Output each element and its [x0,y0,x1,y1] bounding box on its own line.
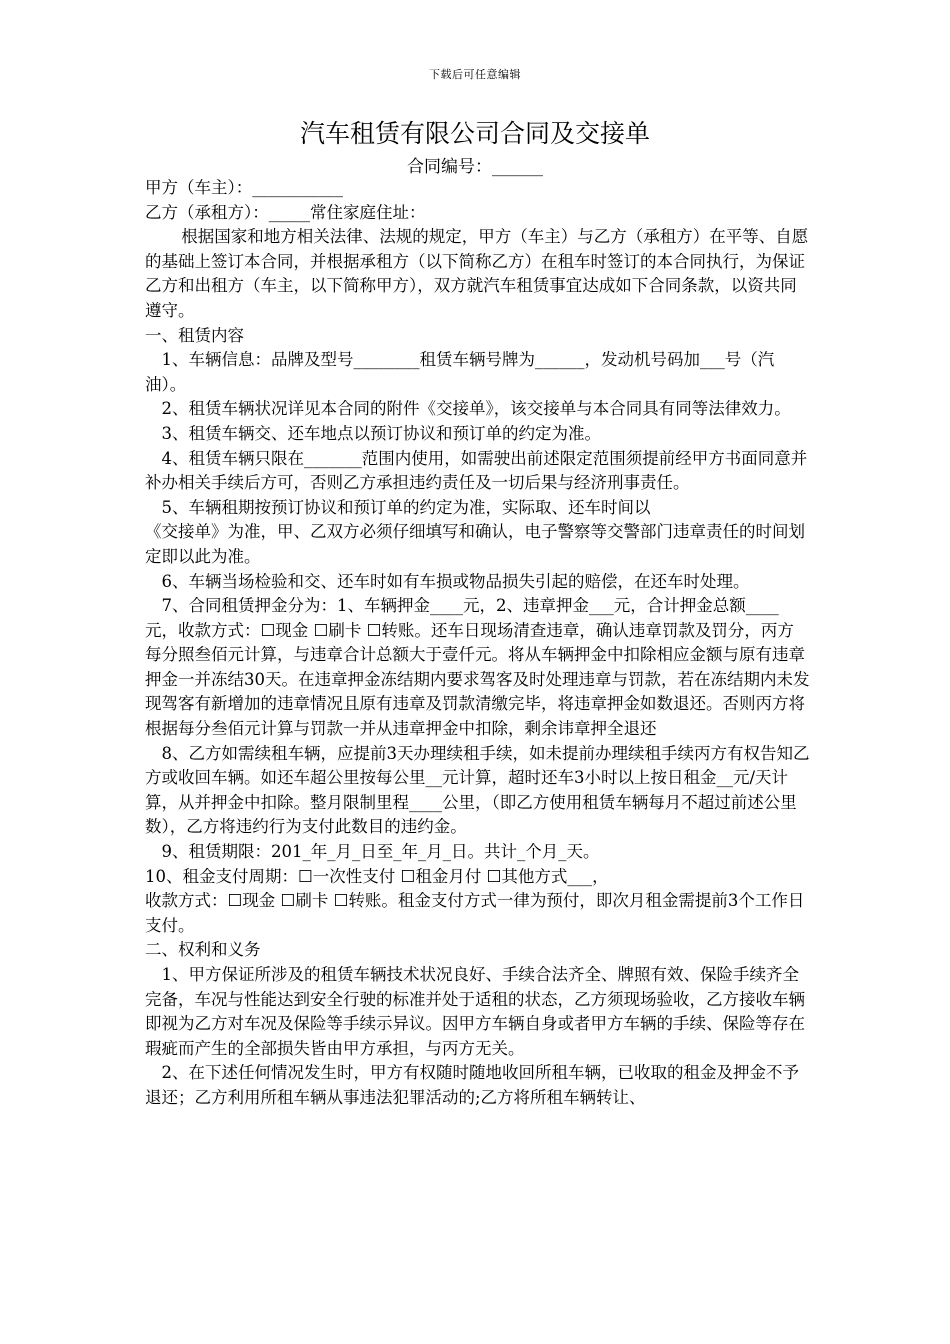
document-body [145,176,810,1111]
section-heading-lease-content: 一、租赁内容 [145,325,244,345]
party-a-line: 甲方（车主）：___________ [145,178,343,197]
clause-1-6: 6、车辆当场检验和交、还车时如有车损或物品损失引起的赔偿，在还车时处理。 [161,571,750,591]
contract-number: 合同编号：______ [407,157,543,177]
clause-1-9: 9、租赁期限：201_年_月_日至_年_月_日。共计_个月_天。 [161,842,600,862]
clause-1-10-payment: 收款方式：☐现金 ☐刷卡 ☐转账。租金支付方式一律为预付，即次月租金需提前3个工作日支付。 [145,891,805,935]
clause-1-5: 5、车辆租期按预订协议和预订单的约定为准，实际取、还车时间以 [161,497,651,517]
document-title: 汽车租赁有限公司合同及交接单 [299,119,650,148]
clause-2-2: 2、在下述任何情况发生时，甲方有权随时随地收回所租车辆，已收取的租金及押金不予退还；乙方利用所租车辆从事违法犯罪活动的;乙方将所租车辆转让、 [145,1063,799,1107]
section-heading-rights-obligations: 二、权利和义务 [145,940,261,960]
clause-1-5-continued: 《交接单》为准，甲、乙双方必须仔细填写和确认，电子警察等交警部门违章责任的时间划定即以此为准。 [145,522,805,566]
clause-1-8: 8、乙方如需续租车辆，应提前3天办理续租手续，如未提前办理续租手续丙方有权告知乙方或收回车辆。如还车超公里按每公里__元计算，超时还车3小时以上按日租金__元/天计算，从并押金中扣除。整月限制里程____公里，（即乙方使用租赁车辆每月不超过前述公里数），乙方将违约行为支付此数目的违约金。 [145,743,810,837]
clause-1-4: 4、租赁车辆只限在_______范围内使用，如需驶出前述限定范围须提前经甲方书面同意并补办相关手续后方可，否则乙方承担违约责任及一切后果与经济刑事责任。 [145,448,808,493]
clause-1-7: 7、合同租赁押金分为：1、车辆押金____元，2、违章押金___元，合计押金总额____元，收款方式：☐现金 ☐刷卡 ☐转账。还车日现场清查违章，确认违章罚款及罚分，丙方每分照叁佰元计算，与违章合计总额大于壹仟元。将从车辆押金中扣除相应金额与原有违章押金一并冻结30天。在违章押金冻结期内要求驾客及时处理违章与罚款，若在冻结期内未发现驾客有新增加的违章情况且原有违章及罚款清缴完毕，将违章押金如数退还。否则丙方将根据每分叁佰元计算与罚款一并从违章押金中扣除，剩余讳章押全退还 [145,596,810,739]
clause-1-10: 10、租金支付周期：☐一次性支付 ☐租金月付 ☐其他方式___， [145,866,609,886]
preamble-paragraph: 根据国家和地方相关法律、法规的规定，甲方（车主）与乙方（承租方）在平等、自愿的基础上签订本合同，并根据承租方（以下简称乙方）在租车时签订的本合同执行，为保证乙方和出租方（车主，以下简称甲方），双方就汽车租赁事宜达成如下合同条款，以资共同遵守。 [145,227,809,320]
party-b-line: 乙方（承租方）：_____常住家庭住址： [145,202,426,222]
clause-1-1: 1、车辆信息：品牌及型号________租赁车辆号牌为______，发动机号码加___号（汽油）。 [145,350,775,394]
header-note: 下载后可任意编辑 [429,68,521,81]
clause-2-1: 1、甲方保证所涉及的租赁车辆技术状况良好、手续合法齐全、牌照有效、保险手续齐全完备，车况与性能达到安全行驶的标准并处于适租的状态，乙方须现场验收，乙方接收车辆即视为乙方对车况及保险等手续示异议。因甲方车辆自身或者甲方车辆的手续、保险等存在瑕疵而产生的全部损失皆由甲方承担，与丙方无关。 [145,965,805,1058]
clause-1-3: 3、租赁车辆交、还车地点以预订协议和预订单的约定为准。 [161,423,601,443]
clause-1-2: 2、租赁车辆状况详见本合同的附件《交接单》，该交接单与本合同具有同等法律效力。 [161,399,791,419]
